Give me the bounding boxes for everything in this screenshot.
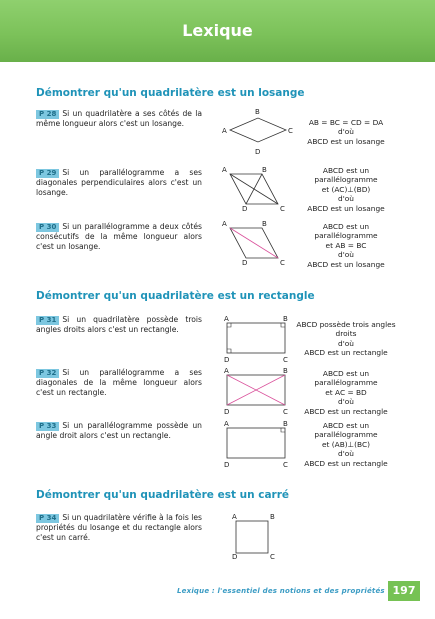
vertex-label-a: A [222,127,227,135]
property-text: Si un parallélogramme possède un angle droit alors c'est un rectangle. [36,421,202,440]
property-p31 [36,315,202,335]
figure-p29 [222,164,294,212]
property-tag: P 33 [36,422,59,431]
vertex-label-c: C [270,553,275,561]
property-p34 [36,513,202,542]
property-p32 [36,368,202,397]
property-tag: P 29 [36,169,59,178]
vertex-label-d: D [232,553,238,561]
conclusion-line: parallélogramme [314,378,378,388]
vertex-label-c: C [280,205,285,213]
vertex-label-d: D [242,259,248,267]
conclusion-line: ABCD est un losange [307,259,385,269]
vertex-label-a: A [232,513,237,521]
property-p28 [36,109,202,129]
section-title-losange: Démontrer qu'un quadrilatère est un losange [36,87,305,99]
section-title-carre: Démontrer qu'un quadrilatère est un carré [36,489,290,501]
vertex-label-a: A [222,166,227,174]
vertex-label-a: A [224,420,229,428]
section-title-rectangle: Démontrer qu'un quadrilatère est un rectangle [36,290,315,302]
conclusion-line: parallélogramme [314,430,378,440]
conclusion-line: d'où [338,338,354,348]
conclusion-line: d'où [338,127,354,137]
vertex-label-c: C [283,356,288,364]
conclusion-line: et AB = BC [325,240,367,250]
conclusion-line: droits [335,329,357,339]
conclusion-p30 [296,222,396,269]
conclusion-line: d'où [338,397,354,407]
conclusion-p28 [296,118,396,146]
conclusion-line: d'où [338,194,354,204]
vertex-label-b: B [283,367,288,375]
conclusion-line: ABCD est un rectangle [304,348,388,358]
conclusion-line: AB = BC = CD = DA [308,118,384,127]
conclusion-line: ABCD est un losange [307,203,385,213]
conclusion-line: d'où [338,250,354,260]
figure-p31 [222,313,294,363]
vertex-label-b: B [262,166,267,174]
vertex-label-a: A [224,315,229,323]
property-text: Si un parallélogramme a ses diagonales de la même longueur alors c'est un rectangle. [36,368,202,397]
vertex-label-b: B [255,108,260,116]
property-text: Si un quadrilatère vérifie à la fois les propriétés du losange et du rectangle alors c'est un carré. [36,513,202,542]
page-title: Lexique [182,21,253,40]
conclusion-line: ABCD est un [322,369,370,378]
property-tag: P 32 [36,369,59,378]
vertex-label-a: A [222,220,227,228]
footer-running-title: Lexique : l'essentiel des notions et des propriétés [177,587,385,595]
figure-p34 [230,510,286,560]
conclusion-p32 [296,369,396,416]
header-banner [0,0,435,62]
property-tag: P 34 [36,514,59,523]
property-tag: P 30 [36,223,59,232]
vertex-label-b: B [283,420,288,428]
figure-p33 [222,418,294,468]
vertex-label-a: A [224,367,229,375]
conclusion-line: ABCD est un losange [307,136,385,146]
vertex-label-d: D [224,356,230,364]
property-p29 [36,168,202,197]
vertex-label-c: C [283,408,288,416]
property-tag: P 28 [36,110,59,119]
conclusion-p29 [296,166,396,213]
figure-p28 [222,108,294,158]
property-p30 [36,222,202,251]
conclusion-p33 [296,421,396,468]
property-text: Si un quadrilatère possède trois angles droits alors c'est un rectangle. [36,315,202,334]
conclusion-line: d'où [338,449,354,459]
vertex-label-d: D [242,205,248,213]
vertex-label-c: C [288,127,293,135]
property-tag: P 31 [36,316,59,325]
conclusion-line: et (AC)⊥(BD) [321,184,371,194]
conclusion-line: et AC = BD [325,387,367,397]
vertex-label-b: B [270,513,275,521]
figure-p30 [222,218,294,266]
conclusion-line: parallélogramme [314,175,378,185]
vertex-label-c: C [283,461,288,469]
property-p33 [36,421,202,441]
conclusion-line: ABCD est un rectangle [304,406,388,416]
vertex-label-c: C [280,259,285,267]
property-text: Si un quadrilatère a ses côtés de la même longueur alors c'est un losange. [36,109,202,128]
vertex-label-b: B [283,315,288,323]
property-text: Si un parallélogramme a ses diagonales perpendiculaires alors c'est un losange. [36,168,202,197]
figure-p32 [222,365,294,415]
vertex-label-d: D [224,461,230,469]
conclusion-line: ABCD est un rectangle [304,458,388,468]
page-number: 197 [388,581,420,601]
conclusion-line: parallélogramme [314,231,378,241]
vertex-label-b: B [262,220,267,228]
property-text: Si un parallélogramme a deux côtés consécutifs de la même longueur alors c'est un losange. [36,222,202,251]
conclusion-line: ABCD est un [322,166,370,175]
conclusion-line: ABCD est un [322,222,370,231]
conclusion-line: ABCD possède trois angles [296,320,396,329]
conclusion-p31 [296,320,396,358]
vertex-label-d: D [224,408,230,416]
conclusion-line: ABCD est un [322,421,370,430]
conclusion-line: et (AB)⊥(BC) [322,439,370,449]
vertex-label-d: D [255,148,261,156]
